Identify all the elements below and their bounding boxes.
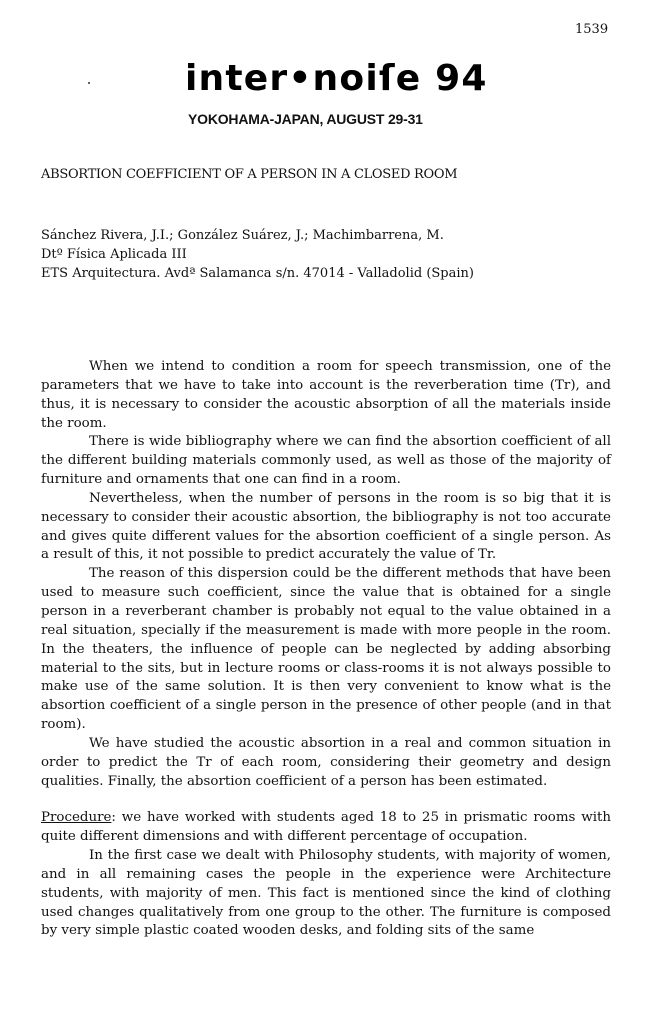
paragraph-dispersion: The reason of this dispersion could be the different methods that have been used to measure such coefficient, since the value that is obtained for a single person in a reverberant chamber is probably not equal to the value obtained in a real situation, specially if the measurement is made with more people in the room. In the theaters, the influence of people can be neglected by adding absorbing material to the sits, but in lecture rooms or class-rooms it is not always possible to make use of the same solution. It is then very convenient to know what is the absortion coefficient of a single person in the presence of other people (and in that room).: [41, 566, 611, 733]
procedure-label: Procedure: [41, 810, 112, 826]
procedure-text: : we have worked with students aged 18 to 25 in prismatic rooms with quite different dimensions and with different percentage of occupation.: [41, 810, 611, 845]
author-department: Dtº Física Aplicada III: [41, 247, 187, 262]
body-text: [41, 358, 611, 941]
conference-venue: YOKOHAMA-JAPAN, AUGUST 29-31: [188, 111, 423, 127]
conference-logo: inter•noiſe 94: [185, 58, 488, 99]
page-number: 1539: [575, 22, 609, 37]
scan-speck: [88, 82, 90, 84]
author-names: Sánchez Rivera, J.I.; González Suárez, J.; Machimbarrena, M.: [41, 228, 444, 243]
paragraph-study: We have studied the acoustic absortion in a real and common situation in order to predict the Tr of each room, considering their geometry and design qualities. Finally, the absortion coefficient of a person has been estimated.: [41, 735, 611, 789]
paragraph-nevertheless: Nevertheless, when the number of persons in the room is so big that it is necessary to consider their acoustic absortion, the bibliography is not too accurate and gives quite different values for the absortion coefficient of a single person. As a result of this, it not possible to predict accurately the value of Tr.: [41, 490, 611, 563]
paragraph-procedure: [41, 809, 611, 847]
author-address: ETS Arquitectura. Avdª Salamanca s/n. 47014 - Valladolid (Spain): [41, 266, 474, 281]
paragraph-bibliography: There is wide bibliography where we can find the absortion coefficient of all the different building materials commonly used, as well as those of the majority of furniture and ornaments that one can find in a room.: [41, 434, 611, 488]
paragraph-first-case: In the first case we dealt with Philosophy students, with majority of women, and in all remaining cases the people in the experience were Architecture students, with majority of men. This fact is mentioned since the kind of clothing used changes qualitatively from one group to the other. The furniture is composed by very simple plastic coated wooden desks, and folding sits of the same: [41, 848, 611, 939]
paragraph-intro: When we intend to condition a room for speech transmission, one of the parameters that we have to take into account is the reverberation time (Tr), and thus, it is necessary to consider the acoustic absorption of all the materials inside the room.: [41, 359, 611, 431]
paper-title: ABSORTION COEFFICIENT OF A PERSON IN A CLOSED ROOM: [41, 167, 458, 182]
author-block: [41, 226, 474, 283]
